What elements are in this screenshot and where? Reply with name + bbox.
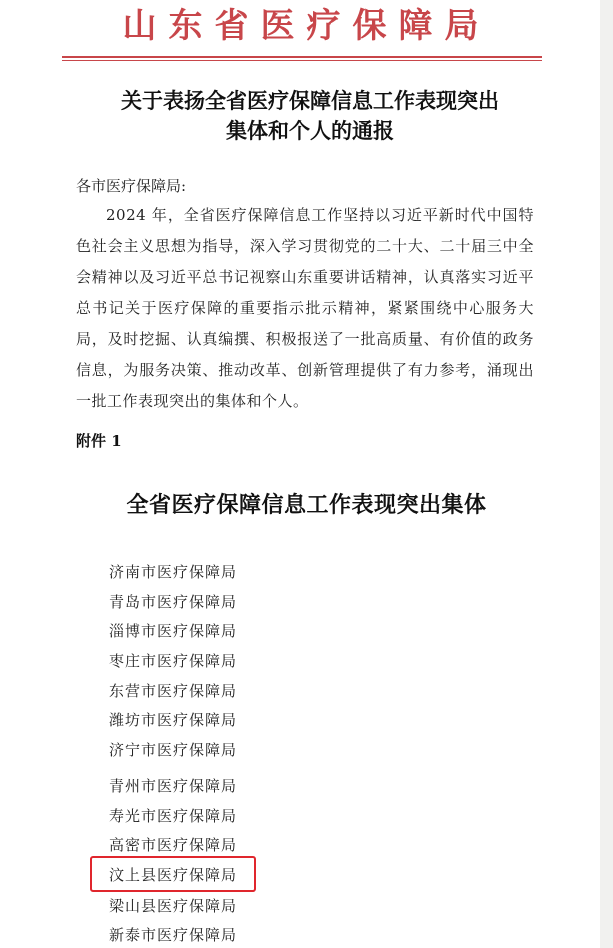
honor-list-item: 东营市医疗保障局 xyxy=(109,682,238,700)
honor-list-item: 济宁市医疗保障局 xyxy=(109,741,238,759)
honor-list-item: 青州市医疗保障局 xyxy=(109,777,238,795)
header-rule-thin xyxy=(62,60,542,61)
page-edge-shadow xyxy=(600,0,613,948)
agency-header: 山东省医疗保障局 xyxy=(122,6,491,46)
honor-list-item: 寿光市医疗保障局 xyxy=(109,807,238,825)
honor-list-item: 新泰市医疗保障局 xyxy=(109,926,238,944)
document-title-line-1: 关于表扬全省医疗保障信息工作表现突出 xyxy=(121,88,499,113)
honor-list-item: 潍坊市医疗保障局 xyxy=(109,711,238,729)
honor-list-item: 枣庄市医疗保障局 xyxy=(109,652,238,670)
highlight-box xyxy=(90,856,256,892)
honor-list-item: 淄博市医疗保障局 xyxy=(109,622,238,640)
honor-list-item-highlighted: 汶上县医疗保障局 xyxy=(109,866,238,884)
honor-list-item: 高密市医疗保障局 xyxy=(109,836,238,854)
body-paragraph: 2024 年，全省医疗保障信息工作坚持以习近平新时代中国特色社会主义思想为指导，深入学习贯彻党的二十大、二十届三中全会精神以及习近平总书记视察山东重要讲话精神，认真落实习近平总书记关于医疗保障的重要指示批示精神，紧紧围绕中心服务大局，及时挖掘、认真编撰、积极报送了一批高质量、有价值的政务信息，为服务决策、推动改革、创新管理提供了有力参考，涌现出一批工作表现突出的集体和个人。 xyxy=(76,206,534,410)
attachment-label: 附件 1 xyxy=(76,432,122,450)
document-title-line-2: 集体和个人的通报 xyxy=(226,118,394,143)
honor-list-item: 济南市医疗保障局 xyxy=(109,563,238,581)
header-rule-thick xyxy=(62,56,542,58)
honor-list-title: 全省医疗保障信息工作表现突出集体 xyxy=(126,492,487,518)
honor-list-item: 梁山县医疗保障局 xyxy=(109,897,238,915)
salutation: 各市医疗保障局: xyxy=(76,177,187,195)
document-title xyxy=(60,86,560,146)
honor-list-item: 青岛市医疗保障局 xyxy=(109,593,238,611)
